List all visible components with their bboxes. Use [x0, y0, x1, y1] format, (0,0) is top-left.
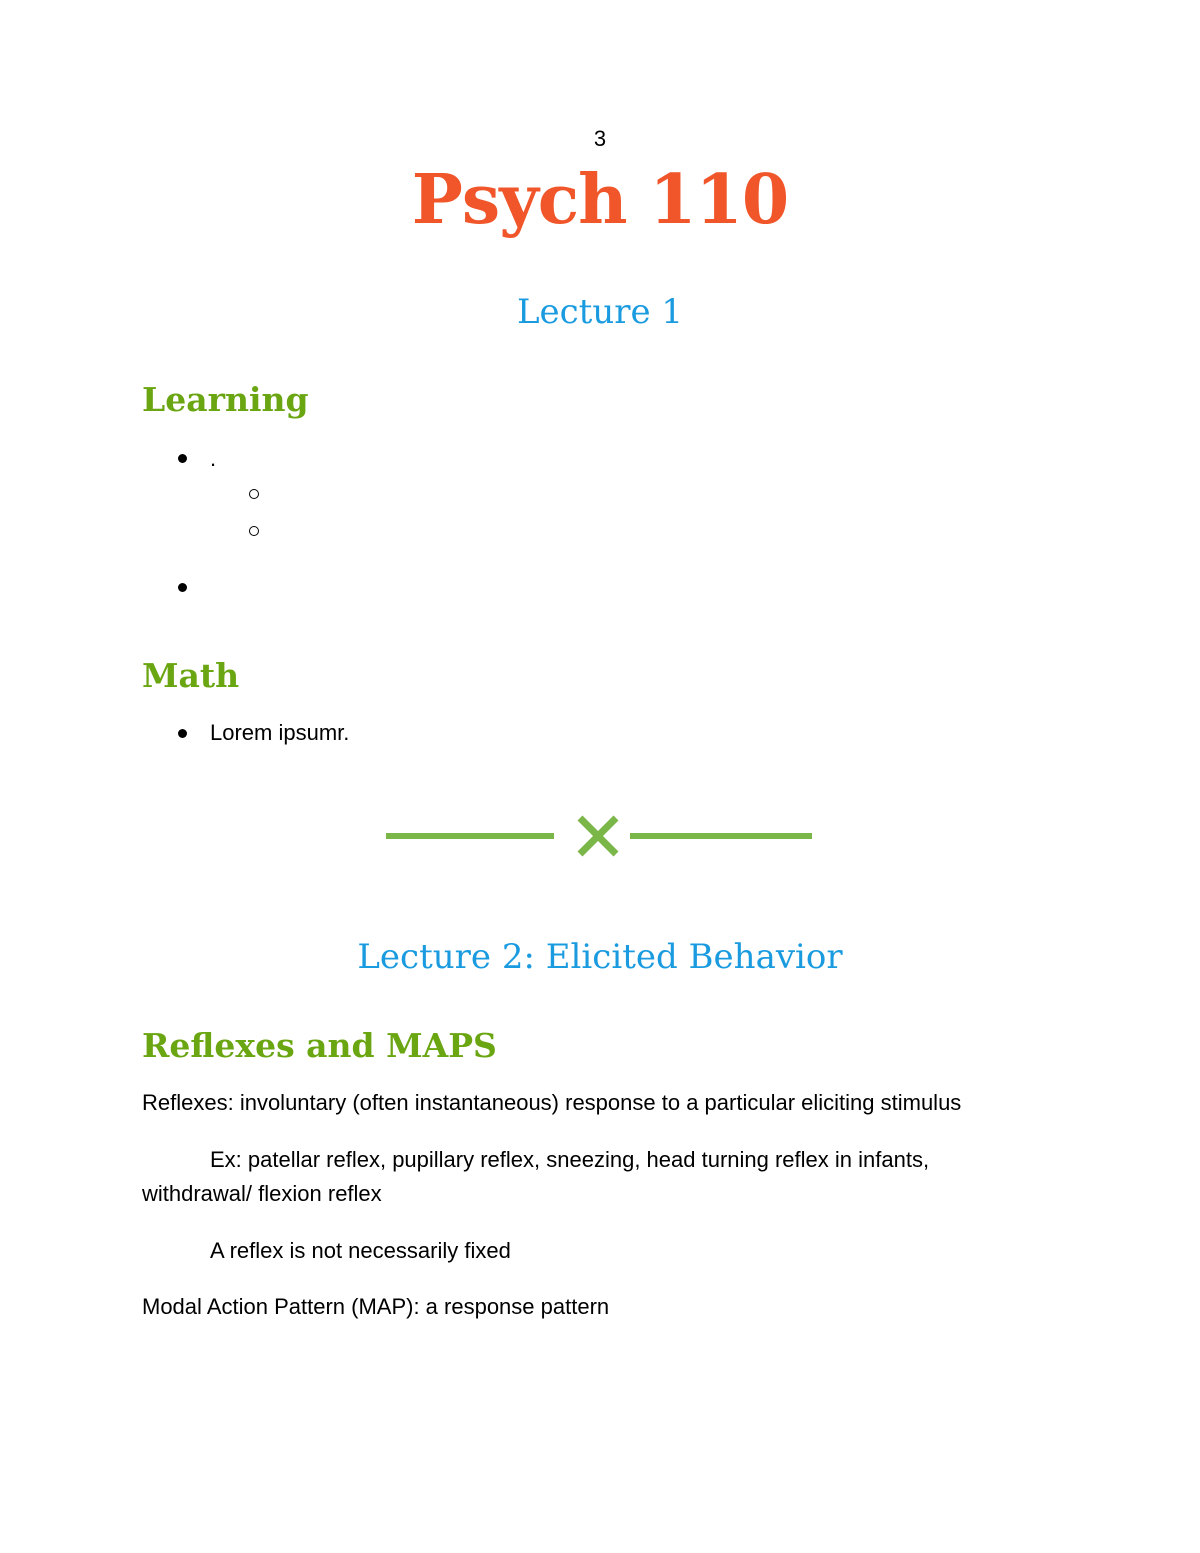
lecture-2-heading: Lecture 2: Elicited Behavior — [357, 937, 843, 977]
section-divider — [384, 812, 814, 862]
page-number: 3 — [593, 126, 607, 151]
reflexes-maps-heading: Reflexes and MAPS — [142, 1026, 497, 1065]
x-icon — [580, 818, 616, 854]
learning-bullet-1-text: . — [210, 446, 217, 471]
learning-heading: Learning — [142, 380, 309, 419]
document-title: Psych 110 — [411, 160, 789, 240]
reflex-not-fixed: A reflex is not necessarily fixed — [210, 1238, 511, 1263]
reflex-examples-line-1: Ex: patellar reflex, pupillary reflex, sneezing, head turning reflex in infants, — [210, 1147, 930, 1172]
bullet-icon — [178, 454, 187, 463]
reflexes-definition: Reflexes: involuntary (often instantaneous) response to a particular eliciting stimulus — [142, 1090, 962, 1115]
lecture-1-heading: Lecture 1 — [516, 292, 684, 332]
reflex-examples-line-2: withdrawal/ flexion reflex — [142, 1181, 382, 1206]
sub-bullet-icon — [249, 526, 259, 536]
bullet-icon — [178, 729, 187, 738]
math-heading: Math — [142, 656, 240, 695]
bullet-icon — [178, 583, 187, 592]
math-bullet-1-text: Lorem ipsumr. — [210, 720, 350, 745]
map-definition: Modal Action Pattern (MAP): a response pattern — [142, 1294, 610, 1319]
sub-bullet-icon — [249, 489, 259, 499]
